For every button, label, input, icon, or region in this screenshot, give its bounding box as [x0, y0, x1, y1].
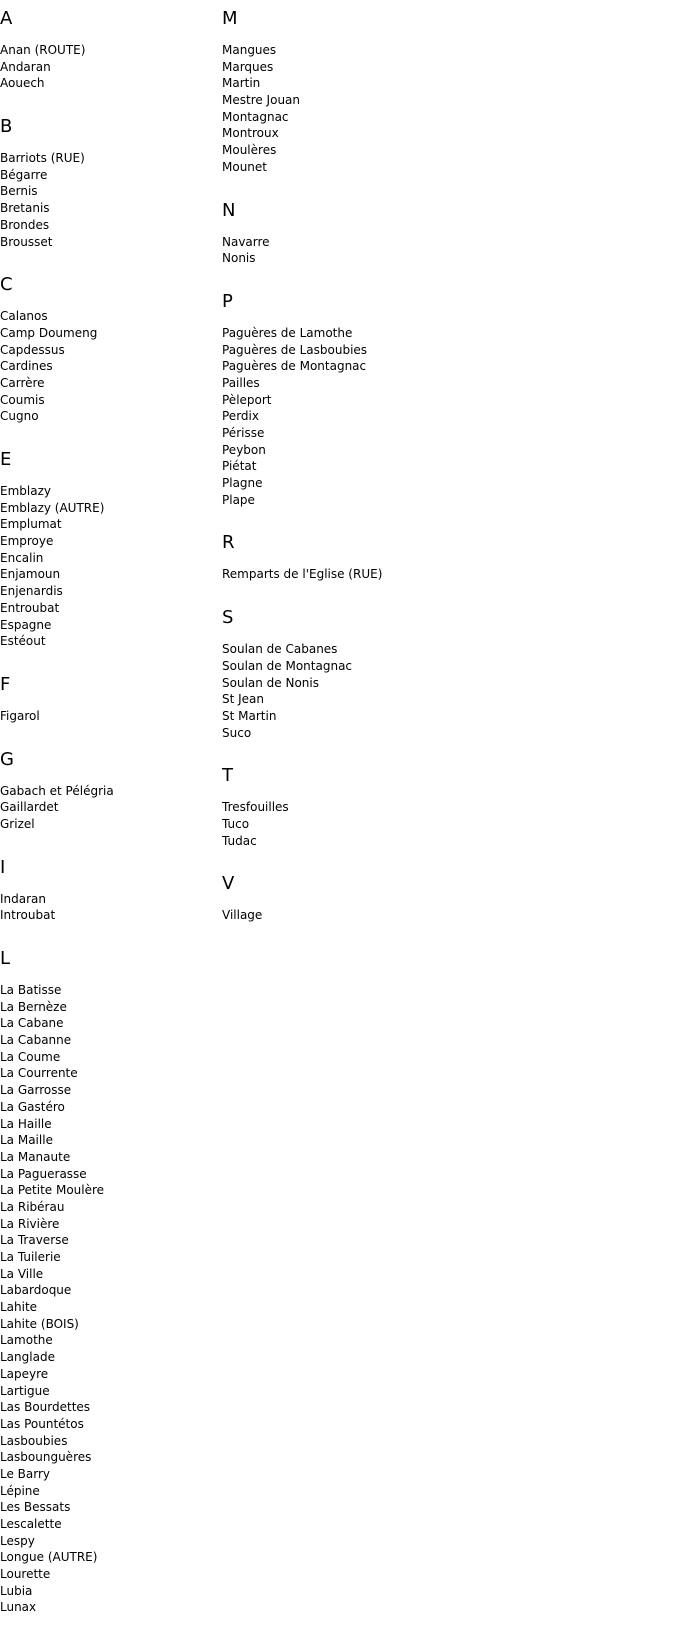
- place-link-longue-autre[interactable]: Longue (AUTRE): [0, 1550, 98, 1565]
- place-link-lahite[interactable]: Lahite: [0, 1300, 38, 1315]
- place-link-lourette[interactable]: Lourette: [0, 1567, 51, 1582]
- place-link-labardoque[interactable]: Labardoque: [0, 1283, 72, 1298]
- letter-section-n: [222, 198, 662, 267]
- place-link-lapeyre[interactable]: Lapeyre: [0, 1366, 49, 1381]
- place-link-andaran[interactable]: Andaran: [0, 59, 51, 74]
- place-link-gaillardet[interactable]: Gaillardet: [0, 800, 59, 815]
- place-link-emblazy-autre[interactable]: Emblazy (AUTRE): [0, 500, 105, 515]
- place-link-peleport[interactable]: Pèleport: [222, 392, 272, 407]
- place-link-carrere[interactable]: Carrère: [0, 375, 45, 390]
- place-link-cugno[interactable]: Cugno: [0, 409, 39, 424]
- place-link-plape[interactable]: Plape: [222, 492, 255, 507]
- place-link-indaran[interactable]: Indaran: [0, 891, 47, 906]
- place-link-calanos[interactable]: Calanos: [0, 309, 48, 324]
- letter-heading: P: [222, 290, 233, 312]
- place-link-navarre[interactable]: Navarre: [222, 234, 270, 249]
- place-list: [0, 150, 210, 250]
- letter-heading: A: [0, 8, 13, 29]
- place-list: [222, 42, 662, 176]
- place-link-montroux[interactable]: Montroux: [222, 126, 279, 141]
- place-link-la-garrosse[interactable]: La Garrosse: [0, 1083, 72, 1098]
- place-link-la-manaute[interactable]: La Manaute: [0, 1149, 71, 1164]
- place-link-pagueres-de-lasboubies[interactable]: Paguères de Lasboubies: [222, 342, 368, 357]
- place-link-mestre-jouan[interactable]: Mestre Jouan: [222, 93, 301, 108]
- place-link-marques[interactable]: Marques: [222, 59, 274, 74]
- place-link-soulan-de-nonis[interactable]: Soulan de Nonis: [222, 675, 319, 690]
- place-link-la-coume[interactable]: La Coume: [0, 1049, 61, 1064]
- place-link-mangues[interactable]: Mangues: [222, 43, 277, 57]
- letter-section-p: [222, 289, 662, 509]
- place-link-gabach-et-pelegria[interactable]: Gabach et Pélégria: [0, 783, 114, 798]
- letter-section-l: [0, 946, 210, 1616]
- place-link-la-gastero[interactable]: La Gastéro: [0, 1099, 65, 1114]
- letter-heading: N: [222, 199, 236, 221]
- place-link-tudac[interactable]: Tudac: [222, 833, 257, 848]
- index-left-column: [0, 6, 210, 1638]
- place-link-enjenardis[interactable]: Enjenardis: [0, 584, 63, 599]
- place-list: [222, 325, 662, 509]
- place-link-lunax[interactable]: Lunax: [0, 1600, 37, 1615]
- letter-section-s: [222, 605, 662, 741]
- place-link-la-riberau[interactable]: La Ribérau: [0, 1199, 65, 1214]
- place-link-mounet[interactable]: Mounet: [222, 159, 267, 174]
- letter-section-t: [222, 763, 662, 849]
- place-link-la-traverse[interactable]: La Traverse: [0, 1233, 69, 1248]
- place-link-emblazy[interactable]: Emblazy: [0, 484, 51, 498]
- place-link-barriots-rue[interactable]: Barriots (RUE): [0, 151, 85, 166]
- place-link-tuco[interactable]: Tuco: [222, 816, 250, 831]
- place-link-suco[interactable]: Suco: [222, 725, 252, 740]
- place-link-langlade[interactable]: Langlade: [0, 1350, 55, 1365]
- place-list: [222, 907, 662, 924]
- place-link-la-cabane[interactable]: La Cabane: [0, 1016, 64, 1031]
- place-list: [0, 708, 210, 725]
- letter-heading: E: [0, 449, 12, 470]
- place-link-la-tuilerie[interactable]: La Tuilerie: [0, 1250, 61, 1264]
- place-link-lubia[interactable]: Lubia: [0, 1583, 33, 1598]
- letter-heading: C: [0, 274, 13, 296]
- place-list: [0, 483, 210, 650]
- letter-heading: M: [222, 8, 238, 29]
- place-link-capdessus[interactable]: Capdessus: [0, 342, 65, 357]
- place-link-lartigue[interactable]: Lartigue: [0, 1383, 50, 1398]
- place-link-la-paguerasse[interactable]: La Paguerasse: [0, 1166, 87, 1181]
- letter-heading: F: [0, 673, 11, 695]
- place-link-camp-doumeng[interactable]: Camp Doumeng: [0, 325, 98, 340]
- place-link-la-cabanne[interactable]: La Cabanne: [0, 1033, 72, 1048]
- place-link-brondes[interactable]: Brondes: [0, 217, 50, 232]
- place-link-grizel[interactable]: Grizel: [0, 816, 35, 831]
- place-list: [0, 42, 210, 92]
- place-link-nonis[interactable]: Nonis: [222, 251, 256, 266]
- place-link-enjamoun[interactable]: Enjamoun: [0, 567, 61, 582]
- place-link-remparts-de-l-eglise-rue[interactable]: Remparts de l'Eglise (RUE): [222, 567, 383, 582]
- place-link-lasboubies[interactable]: Lasboubies: [0, 1433, 68, 1448]
- place-link-cardines[interactable]: Cardines: [0, 359, 53, 374]
- place-list: [222, 234, 662, 267]
- place-link-le-barry[interactable]: Le Barry: [0, 1466, 51, 1481]
- letter-heading: G: [0, 748, 14, 770]
- place-link-las-bourdettes[interactable]: Las Bourdettes: [0, 1400, 91, 1415]
- letter-section-f: [0, 672, 210, 725]
- letter-section-b: [0, 114, 210, 250]
- place-list: [0, 982, 210, 1616]
- place-link-martin[interactable]: Martin: [222, 76, 261, 91]
- place-link-perdix[interactable]: Perdix: [222, 409, 259, 424]
- place-link-pietat[interactable]: Piétat: [222, 459, 257, 474]
- place-link-anan-route[interactable]: Anan (ROUTE): [0, 43, 86, 57]
- place-link-plagne[interactable]: Plagne: [222, 476, 263, 491]
- letter-section-a: [0, 6, 210, 92]
- place-list: [0, 783, 210, 833]
- place-link-la-courrente[interactable]: La Courrente: [0, 1066, 78, 1081]
- letter-heading: T: [222, 765, 233, 787]
- letter-heading: L: [0, 948, 11, 969]
- place-link-emplumat[interactable]: Emplumat: [0, 517, 62, 532]
- index-right-column: [222, 6, 662, 946]
- letter-heading: S: [222, 607, 234, 629]
- letter-section-c: [0, 272, 210, 425]
- place-link-introubat[interactable]: Introubat: [0, 908, 56, 923]
- place-link-lepine[interactable]: Lépine: [0, 1483, 40, 1498]
- place-link-lescalette[interactable]: Lescalette: [0, 1517, 62, 1531]
- place-link-lahite-bois[interactable]: Lahite (BOIS): [0, 1316, 79, 1331]
- place-list: [222, 799, 662, 849]
- place-link-st-jean[interactable]: St Jean: [222, 692, 265, 707]
- place-link-pailles[interactable]: Pailles: [222, 375, 260, 390]
- place-link-begarre[interactable]: Bégarre: [0, 167, 48, 182]
- place-link-perisse[interactable]: Périsse: [222, 426, 265, 440]
- place-link-lespy[interactable]: Lespy: [0, 1533, 35, 1548]
- place-link-bretanis[interactable]: Bretanis: [0, 201, 50, 216]
- place-link-las-pountetos[interactable]: Las Pountétos: [0, 1416, 84, 1431]
- place-link-aouech[interactable]: Aouech: [0, 76, 45, 91]
- letter-section-g: [0, 747, 210, 833]
- place-link-bernis[interactable]: Bernis: [0, 184, 38, 199]
- letter-section-m: [222, 6, 662, 176]
- place-link-coumis[interactable]: Coumis: [0, 392, 45, 407]
- place-link-la-ville[interactable]: La Ville: [0, 1266, 44, 1281]
- place-link-la-petite-moulere[interactable]: La Petite Moulère: [0, 1183, 105, 1198]
- place-list: [0, 891, 210, 924]
- place-link-la-maille[interactable]: La Maille: [0, 1133, 53, 1148]
- place-link-la-batisse[interactable]: La Batisse: [0, 983, 62, 997]
- place-link-lamothe[interactable]: Lamothe: [0, 1333, 53, 1348]
- place-link-village[interactable]: Village: [222, 908, 263, 923]
- letter-heading: I: [0, 856, 6, 878]
- place-link-entroubat[interactable]: Entroubat: [0, 600, 60, 615]
- place-link-pagueres-de-montagnac[interactable]: Paguères de Montagnac: [222, 359, 367, 374]
- letter-section-v: [222, 871, 662, 924]
- place-link-emproye[interactable]: Emproye: [0, 534, 54, 549]
- place-link-esteout[interactable]: Estéout: [0, 634, 46, 649]
- letter-section-i: [0, 855, 210, 924]
- place-link-la-riviere[interactable]: La Rivière: [0, 1216, 60, 1231]
- place-link-encalin[interactable]: Encalin: [0, 550, 44, 565]
- place-link-peybon[interactable]: Peybon: [222, 442, 266, 457]
- place-link-st-martin[interactable]: St Martin: [222, 708, 277, 723]
- place-link-la-berneze[interactable]: La Bernèze: [0, 999, 67, 1014]
- letter-heading: R: [222, 532, 235, 554]
- place-list: [222, 566, 662, 583]
- place-link-soulan-de-cabanes[interactable]: Soulan de Cabanes: [222, 642, 338, 657]
- place-link-figarol[interactable]: Figarol: [0, 708, 40, 723]
- letter-section-r: [222, 530, 662, 583]
- place-link-les-bessats[interactable]: Les Bessats: [0, 1500, 71, 1515]
- place-link-tresfouilles[interactable]: Tresfouilles: [222, 800, 289, 815]
- place-list: [222, 641, 662, 741]
- place-link-la-haille[interactable]: La Haille: [0, 1116, 52, 1131]
- letter-heading: B: [0, 116, 13, 138]
- place-link-soulan-de-montagnac[interactable]: Soulan de Montagnac: [222, 658, 353, 673]
- place-link-montagnac[interactable]: Montagnac: [222, 109, 289, 124]
- letter-heading: V: [222, 873, 235, 895]
- place-link-brousset[interactable]: Brousset: [0, 234, 53, 249]
- letter-section-e: [0, 447, 210, 650]
- place-link-lasboungueres[interactable]: Lasbounguères: [0, 1450, 92, 1465]
- place-link-pagueres-de-lamothe[interactable]: Paguères de Lamothe: [222, 325, 353, 340]
- place-list: [0, 308, 210, 425]
- place-link-espagne[interactable]: Espagne: [0, 617, 52, 632]
- place-link-mouleres[interactable]: Moulères: [222, 143, 277, 158]
